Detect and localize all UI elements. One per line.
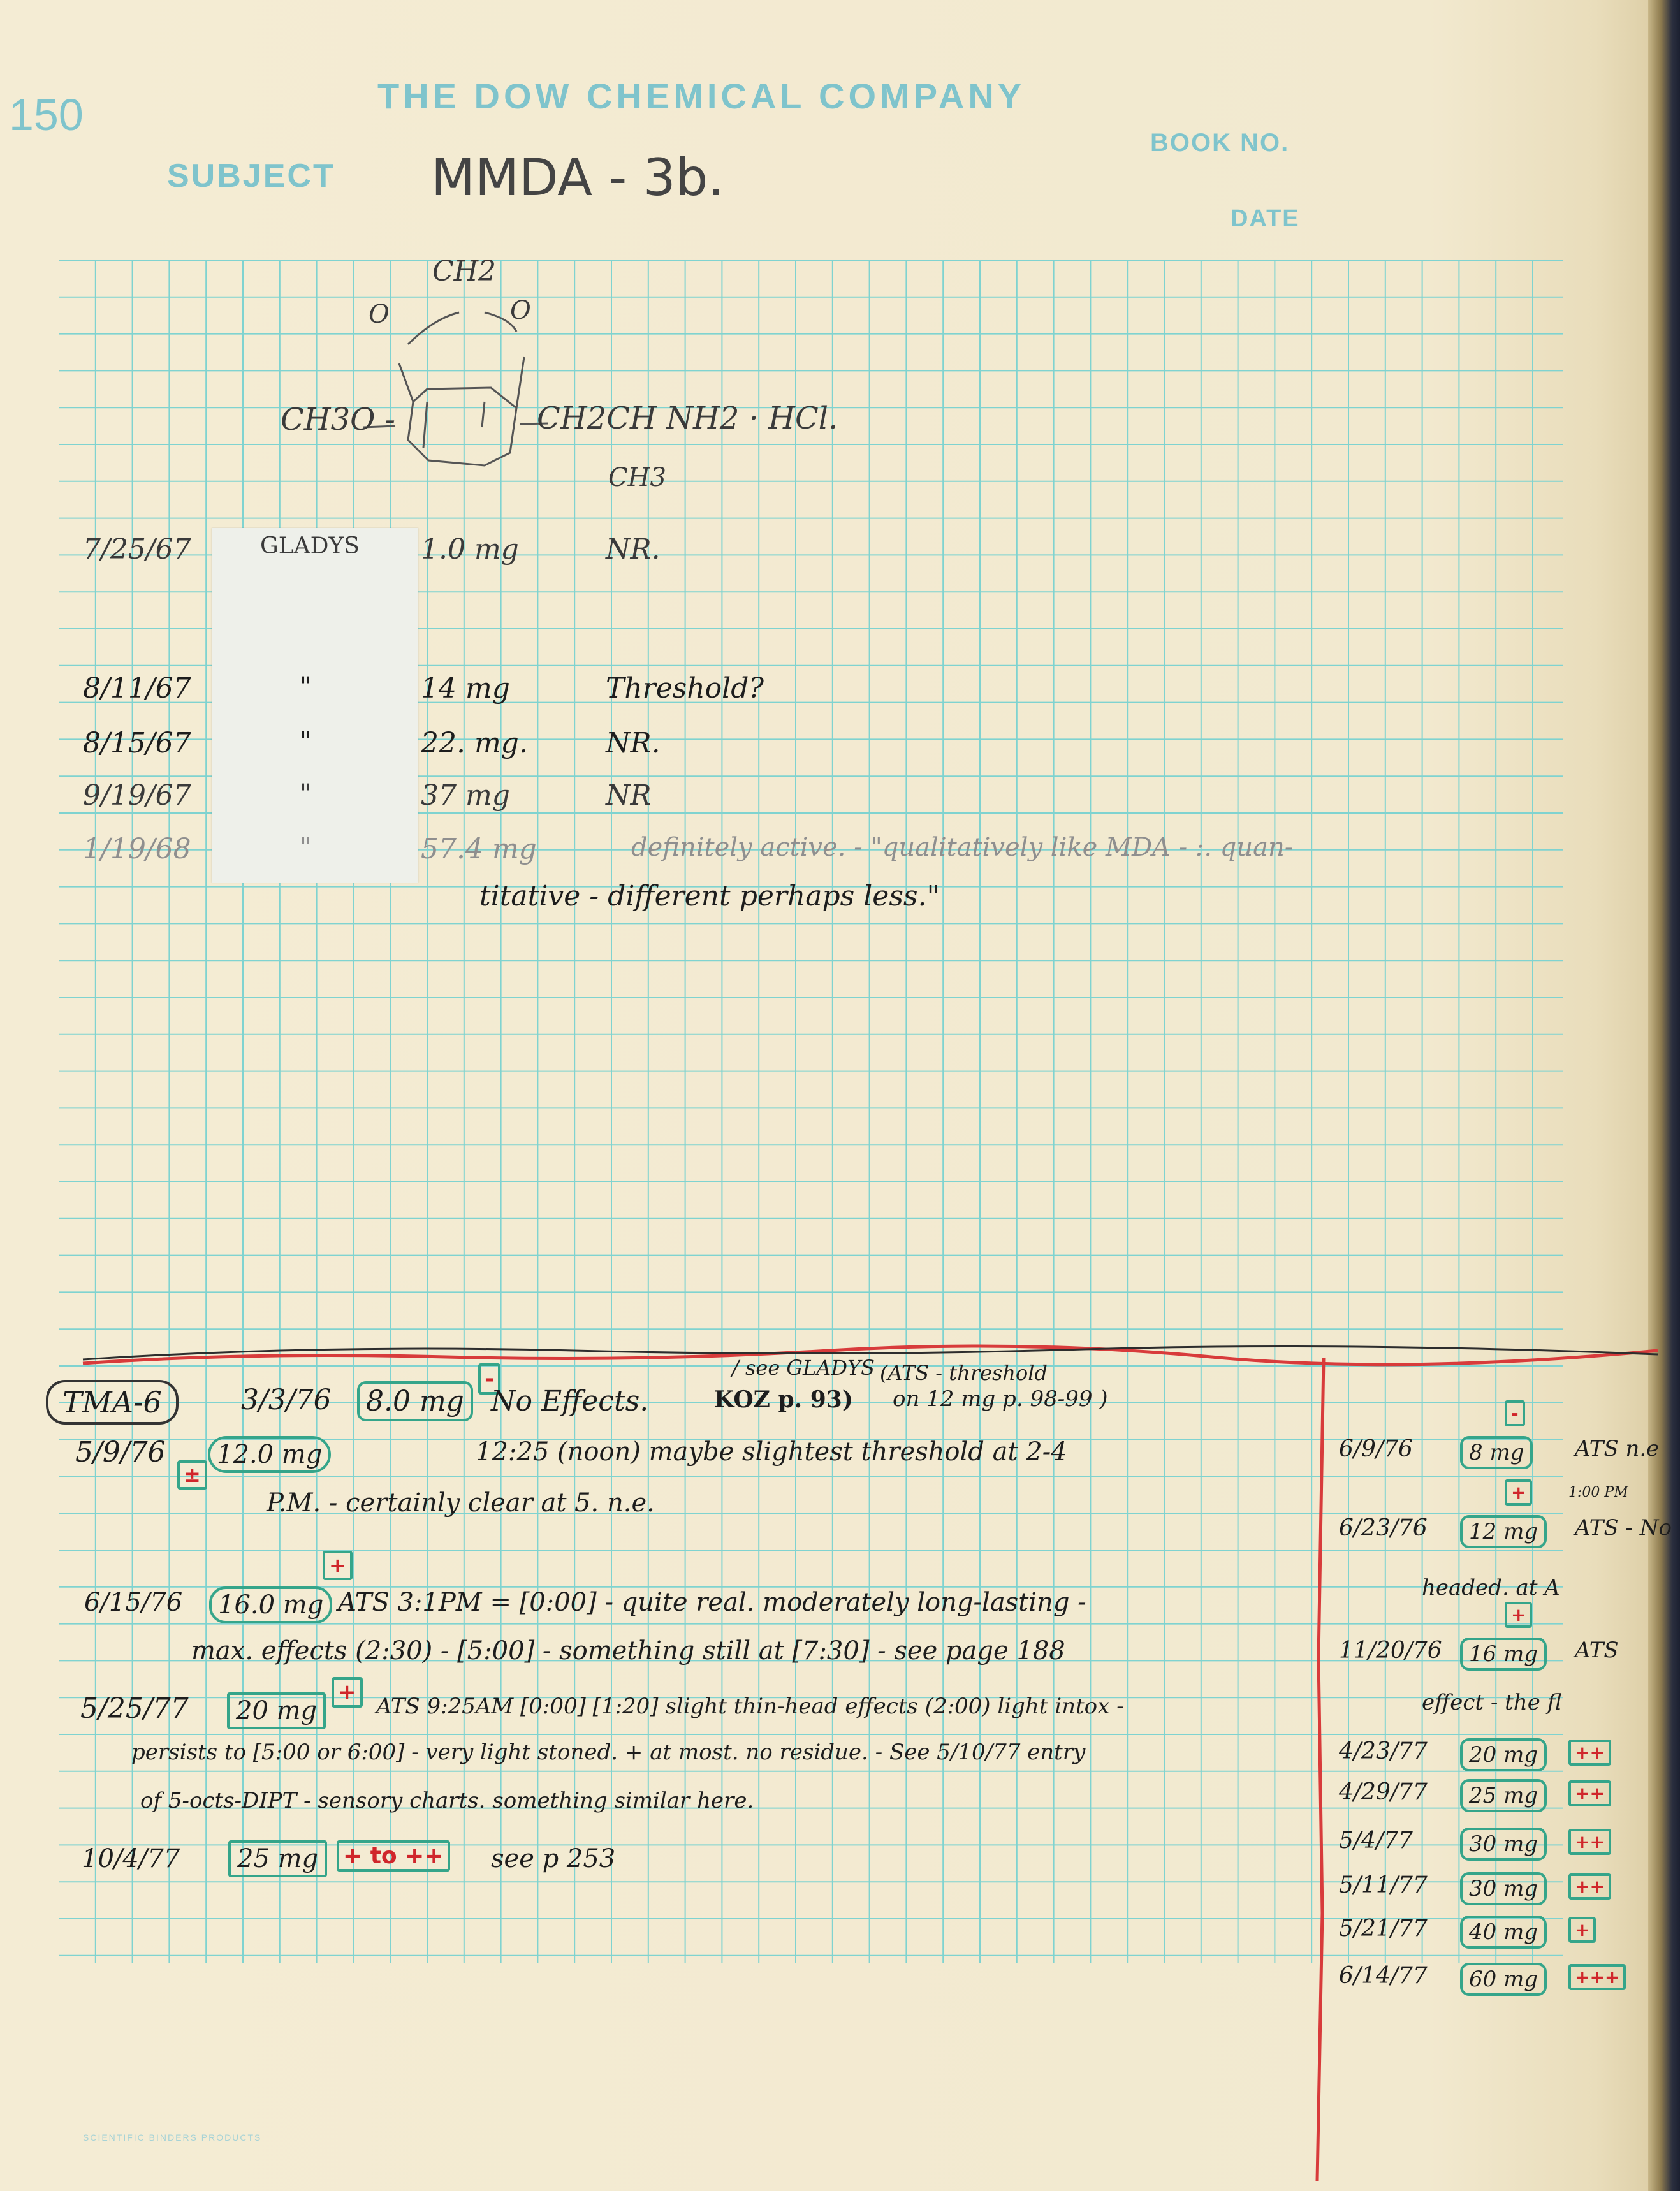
first-date: 3/3/76 — [241, 1384, 332, 1416]
ats-note-2: on 12 mg p. 98-99 ) — [893, 1386, 1108, 1412]
row3-cont: max. effects (2:30) - [5:00] - something still at [7:30] - see page 188 — [191, 1636, 1065, 1666]
entry-dose: 37 mg — [421, 779, 510, 812]
subject-value: MMDA - 3b. — [431, 148, 724, 207]
row2-dose: 12.0 mg — [208, 1436, 331, 1473]
right-entry-dose: 30 mg — [1460, 1872, 1547, 1905]
right-entry-mark: ++ — [1568, 1873, 1611, 1900]
row4-cont2: of 5-octs-DIPT - sensory charts. something similar here. — [140, 1788, 754, 1814]
structure-ch3o: CH3O - — [281, 402, 395, 437]
entry-date: 9/19/67 — [83, 779, 191, 812]
company-name: THE DOW CHEMICAL COMPANY — [377, 76, 1026, 116]
see-note-2: KOZ p. 93) — [714, 1386, 853, 1413]
entry-date: 1/19/68 — [83, 833, 191, 865]
right-entry-mark: ++ — [1568, 1740, 1611, 1766]
right-entry-mark: +++ — [1568, 1964, 1626, 1990]
right-entry-text: ATS - No — [1575, 1515, 1672, 1541]
right-entry-mark: + — [1505, 1602, 1532, 1628]
entry-result: NR. — [606, 533, 661, 566]
right-entry-date: 4/29/77 — [1339, 1779, 1428, 1805]
right-entry-time: 1:00 PM — [1568, 1484, 1628, 1500]
row4-text: ATS 9:25AM [0:00] [1:20] slight thin-head effects (2:00) light intox - — [376, 1694, 1124, 1719]
row3-date: 6/15/76 — [84, 1588, 183, 1617]
first-mark: - — [478, 1363, 500, 1395]
row3-mark: + — [323, 1551, 353, 1580]
entry-result: definitely active. - "qualitatively like MDA - :. quan- — [631, 833, 1294, 862]
row5-date: 10/4/77 — [82, 1844, 180, 1873]
right-entry-date: 6/23/76 — [1339, 1515, 1428, 1541]
entry-subject: GLADYS — [260, 533, 360, 559]
row5-dose: 25 mg — [228, 1840, 327, 1877]
right-entry-dose: 8 mg — [1460, 1436, 1533, 1469]
book-no-label: BOOK NO. — [1150, 129, 1290, 157]
row5-text: see p 253 — [491, 1844, 616, 1873]
right-entry-mark: ++ — [1568, 1780, 1611, 1806]
row4-cont1: persists to [5:00 or 6:00] - very light stoned. + at most. no residue. - See 5/10/77 entry — [131, 1740, 1086, 1765]
entry-subject: " — [300, 727, 312, 756]
right-entry-date: 5/21/77 — [1339, 1916, 1428, 1942]
first-dose: 8.0 mg — [357, 1381, 473, 1421]
entry-dose: 57.4 mg — [421, 833, 537, 865]
structure-ch2: CH2 — [432, 255, 497, 288]
right-entry-dose: 40 mg — [1460, 1916, 1547, 1949]
ats-note-1: (ATS - threshold — [880, 1361, 1048, 1385]
entry-subject: " — [300, 833, 312, 862]
right-entry-dose: 30 mg — [1460, 1828, 1547, 1861]
row4-dose: 20 mg — [227, 1692, 326, 1729]
first-text: No Effects. — [491, 1385, 649, 1418]
row2-date: 5/9/76 — [75, 1436, 166, 1469]
entry-result: NR. — [606, 727, 661, 759]
row2-text: 12:25 (noon) maybe slightest threshold at 2-4 — [476, 1437, 1067, 1467]
entry-dose: 1.0 mg — [421, 533, 519, 566]
row3-text: ATS 3:1PM = [0:00] - quite real. moderately long-lasting - — [338, 1588, 1086, 1617]
row3-dose: 16.0 mg — [209, 1586, 332, 1623]
right-entry-date: 5/4/77 — [1339, 1828, 1413, 1854]
footer-imprint: SCIENTIFIC BINDERS PRODUCTS — [83, 2132, 262, 2143]
right-entry-dose: 16 mg — [1460, 1638, 1547, 1671]
entry-date: 7/25/67 — [83, 533, 191, 566]
right-entry-date: 4/23/77 — [1339, 1738, 1428, 1764]
row2-mark: ± — [177, 1460, 207, 1490]
upper-continuation: titative - different perhaps less." — [479, 880, 940, 912]
right-entry-text: effect - the fl — [1422, 1690, 1562, 1715]
right-entry-text: ATS — [1575, 1638, 1619, 1663]
entry-subject: " — [300, 779, 312, 809]
right-entry-dose: 60 mg — [1460, 1963, 1547, 1996]
entry-result: NR — [606, 779, 652, 812]
structure-o-right: O — [510, 296, 531, 325]
page-number: 150 — [9, 90, 84, 140]
right-entry-date: 11/20/76 — [1339, 1638, 1442, 1664]
row5-mark: + to ++ — [337, 1840, 450, 1872]
row4-mark: + — [332, 1677, 363, 1708]
entry-result: Threshold? — [606, 672, 764, 705]
entry-date: 8/15/67 — [83, 727, 191, 759]
right-entry-mark: + — [1505, 1479, 1532, 1506]
right-entry-date: 6/9/76 — [1339, 1436, 1413, 1462]
right-entry-mark: - — [1505, 1400, 1525, 1426]
right-entry-dose: 25 mg — [1460, 1779, 1547, 1812]
subject-label: SUBJECT — [167, 158, 335, 194]
right-entry-text: ATS n.e — [1575, 1436, 1660, 1462]
entry-dose: 22. mg. — [421, 727, 528, 759]
row2-cont: P.M. - certainly clear at 5. n.e. — [267, 1488, 655, 1518]
right-entry-date: 5/11/77 — [1339, 1872, 1428, 1898]
structure-ch3: CH3 — [608, 463, 666, 492]
right-entry-mark: ++ — [1568, 1829, 1611, 1855]
right-entry-dose: 20 mg — [1460, 1738, 1547, 1771]
right-entry-text: headed. at A — [1422, 1575, 1560, 1601]
structure-o-left: O — [369, 300, 390, 329]
date-label: DATE — [1231, 205, 1300, 232]
structure-chain: CH2CH NH2 · HCl. — [537, 400, 838, 436]
right-entry-mark: + — [1568, 1917, 1596, 1943]
compound-tag: TMA-6 — [46, 1380, 179, 1425]
row4-date: 5/25/77 — [80, 1692, 189, 1725]
see-note-1: / see GLADYS — [732, 1356, 875, 1380]
right-entry-dose: 12 mg — [1460, 1515, 1547, 1548]
entry-date: 8/11/67 — [83, 672, 191, 705]
right-entry-date: 6/14/77 — [1339, 1963, 1428, 1989]
entry-subject: " — [300, 672, 312, 701]
entry-dose: 14 mg — [421, 672, 510, 705]
